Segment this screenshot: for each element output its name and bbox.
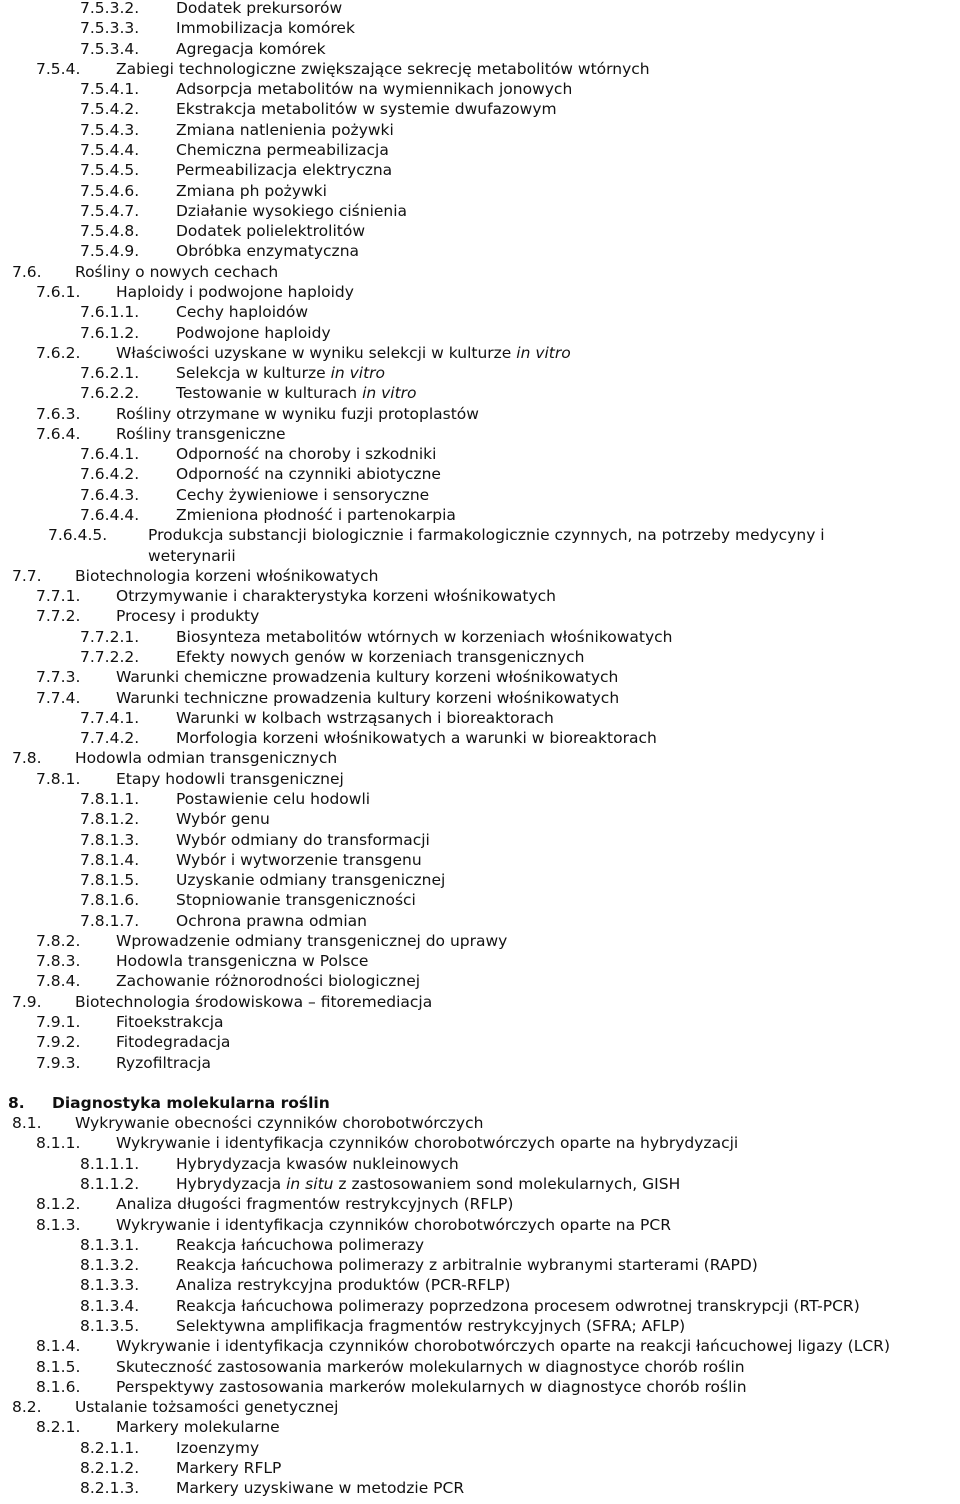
toc-title-text: Reakcja łańcuchowa polimerazy poprzedzona procesem odwrotnej transkrypcji (RT-PCR) bbox=[176, 1296, 860, 1315]
toc-entry-title bbox=[116, 931, 507, 951]
toc-title-text: Rośliny o nowych cechach bbox=[75, 262, 279, 281]
toc-entry-number: 7.6.1. bbox=[36, 282, 81, 301]
toc-title-text: Markery RFLP bbox=[176, 1458, 282, 1477]
toc-title-text: Hodowla odmian transgenicznych bbox=[75, 749, 338, 768]
toc-title-text: Rośliny otrzymane w wyniku fuzji protoplastów bbox=[116, 404, 479, 423]
toc-title-text: Hybrydyzacja bbox=[176, 1175, 287, 1193]
toc-title-text: Wykrywanie i identyfikacja czynników chorobotwórczych oparte na hybrydyzacji bbox=[116, 1134, 739, 1153]
toc-entry-number: 7.5.4. bbox=[36, 59, 81, 78]
toc-entry-number: 8.1.3.4. bbox=[80, 1296, 140, 1315]
toc-title-text: Markery uzyskiwane w metodzie PCR bbox=[176, 1479, 465, 1498]
toc-entry-title bbox=[116, 1012, 224, 1032]
toc-title-italic: in vitro bbox=[516, 343, 571, 362]
toc-entry-number: 7.7.1. bbox=[36, 587, 81, 606]
toc-entry-title bbox=[75, 262, 278, 282]
toc-entry-number: 7.5.3.3. bbox=[80, 19, 140, 38]
toc-entry-title bbox=[116, 1417, 280, 1437]
toc-title-text: Uzyskanie odmiany transgenicznej bbox=[176, 871, 446, 889]
toc-title-text: Reakcja łańcuchowa polimerazy bbox=[176, 1235, 425, 1254]
toc-entry-title bbox=[176, 241, 359, 261]
toc-entry-title bbox=[148, 546, 236, 566]
toc-entry-number: 7.5.4.6. bbox=[80, 181, 140, 200]
toc-entry-title bbox=[116, 1215, 671, 1235]
toc-entry-number: 7.9. bbox=[12, 992, 42, 1011]
toc-entry-title bbox=[116, 667, 618, 687]
toc-entry-title bbox=[176, 708, 554, 728]
toc-entry-title bbox=[176, 870, 445, 890]
toc-entry-number: 8.1.3. bbox=[36, 1215, 81, 1234]
toc-entry-title bbox=[176, 1174, 680, 1194]
toc-entry-title bbox=[52, 1093, 330, 1113]
toc-entry-title bbox=[75, 748, 337, 768]
toc-entry-title bbox=[75, 1113, 483, 1133]
toc-entry-number: 7.8.1.3. bbox=[80, 830, 140, 849]
toc-title-italic: in vitro bbox=[362, 384, 417, 403]
toc-title-text: Ochrona prawna odmian bbox=[176, 911, 367, 930]
toc-entry-number: 7.9.1. bbox=[36, 1013, 81, 1031]
toc-title-text: Cechy haploidów bbox=[176, 303, 309, 322]
toc-title-text: Postawienie celu hodowli bbox=[176, 789, 371, 808]
toc-entry-title bbox=[116, 59, 650, 79]
toc-entry-title bbox=[176, 1154, 459, 1174]
toc-entry-title bbox=[176, 850, 422, 870]
toc-entry-number: 8.2.1. bbox=[36, 1418, 81, 1437]
toc-entry-number: 7.5.4.1. bbox=[80, 80, 140, 99]
toc-entry-number: 8.1.3.5. bbox=[80, 1316, 140, 1335]
toc-entry-number: 7.6.4. bbox=[36, 424, 81, 443]
toc-entry-number: 8.1.2. bbox=[36, 1195, 81, 1214]
toc-title-text: Skuteczność zastosowania markerów molekularnych w diagnostyce chorób roślin bbox=[116, 1357, 745, 1376]
toc-title-text: Właściwości uzyskane w wyniku selekcji w kulturze bbox=[116, 343, 517, 362]
toc-entry-title bbox=[176, 120, 394, 140]
toc-entry-number: 7.6.1.2. bbox=[80, 323, 140, 342]
toc-entry-number: 7.7.4.1. bbox=[80, 708, 140, 727]
toc-entry-title bbox=[176, 1235, 424, 1255]
toc-entry-number: 7.9.3. bbox=[36, 1053, 81, 1072]
toc-entry-title bbox=[116, 971, 420, 991]
toc-entry-title bbox=[176, 221, 365, 241]
toc-entry-title bbox=[116, 1032, 230, 1052]
toc-title-text: Cechy żywieniowe i sensoryczne bbox=[176, 485, 430, 504]
toc-title-text: Dodatek polielektrolitów bbox=[176, 222, 366, 241]
toc-entry-title bbox=[176, 444, 436, 464]
toc-title-text: Adsorpcja metabolitów na wymiennikach jonowych bbox=[176, 80, 573, 99]
toc-entry-number: 8.1.6. bbox=[36, 1377, 81, 1396]
toc-entry-title bbox=[176, 1316, 685, 1336]
toc-title-text: Wykrywanie i identyfikacja czynników chorobotwórczych oparte na PCR bbox=[116, 1215, 671, 1234]
toc-title-text: Etapy hodowli transgenicznej bbox=[116, 769, 344, 788]
toc-title-text: Fitoekstrakcja bbox=[116, 1013, 224, 1031]
toc-title-text: Obróbka enzymatyczna bbox=[176, 242, 360, 261]
toc-title-text: Biotechnologia środowiskowa – fitoremediacja bbox=[75, 992, 433, 1011]
toc-entry-title bbox=[116, 343, 571, 363]
toc-entry-number: 7.5.4.3. bbox=[80, 120, 140, 139]
toc-entry-number: 7.6.2. bbox=[36, 343, 81, 362]
toc-entry-number: 7.6. bbox=[12, 262, 42, 281]
toc-title-text: Stopniowanie transgeniczności bbox=[176, 891, 416, 910]
toc-title-text: Warunki chemiczne prowadzenia kultury korzeni włośnikowatych bbox=[116, 668, 619, 687]
toc-entry-title bbox=[176, 140, 389, 160]
toc-entry-number: 7.7.2. bbox=[36, 607, 81, 626]
toc-title-text: Ekstrakcja metabolitów w systemie dwufazowym bbox=[176, 100, 557, 119]
toc-entry-title bbox=[176, 647, 584, 667]
toc-entry-title bbox=[116, 1133, 738, 1153]
toc-title-text: Zabiegi technologiczne zwiększające sekrecję metabolitów wtórnych bbox=[116, 59, 650, 78]
toc-title-text: weterynarii bbox=[148, 546, 236, 565]
toc-entry-number: 7.9.2. bbox=[36, 1033, 81, 1052]
toc-title-text: Zmiana natlenienia pożywki bbox=[176, 120, 394, 139]
toc-entry-number: 8.1.1.2. bbox=[80, 1175, 140, 1193]
toc-entry-number: 7.7.4. bbox=[36, 688, 81, 707]
toc-title-text: Wybór genu bbox=[176, 810, 270, 829]
toc-entry-number: 8.1.5. bbox=[36, 1357, 81, 1376]
toc-entry-number: 7.6.3. bbox=[36, 404, 81, 423]
toc-entry-number: 7.8.3. bbox=[36, 952, 81, 971]
toc-title-text: Perspektywy zastosowania markerów molekularnych w diagnostyce chorób roślin bbox=[116, 1377, 747, 1396]
toc-entry-number: 7.5.3.2. bbox=[80, 0, 140, 17]
toc-title-text: Hybrydyzacja kwasów nukleinowych bbox=[176, 1154, 459, 1173]
toc-title-text: Diagnostyka molekularna roślin bbox=[52, 1093, 330, 1112]
toc-entry-number: 7.5.4.8. bbox=[80, 222, 140, 241]
toc-title-text: Selektywna amplifikacja fragmentów restrykcyjnych (SFRA; AFLP) bbox=[176, 1316, 686, 1335]
toc-entry-title bbox=[116, 1194, 513, 1214]
toc-entry-title bbox=[176, 789, 370, 809]
toc-entry-title bbox=[176, 39, 326, 59]
toc-entry-title bbox=[116, 951, 368, 971]
toc-title-text: Podwojone haploidy bbox=[176, 323, 331, 342]
toc-entry-number: 7.5.3.4. bbox=[80, 39, 140, 58]
toc-entry-number: 8.1.1.1. bbox=[80, 1154, 140, 1173]
toc-entry-number: 7.6.4.5. bbox=[48, 526, 108, 545]
toc-entry-number: 8.1.4. bbox=[36, 1337, 81, 1356]
toc-title-text: Fitodegradacja bbox=[116, 1033, 231, 1052]
toc-title-text: Zachowanie różnorodności biologicznej bbox=[116, 972, 421, 991]
toc-title-text: Reakcja łańcuchowa polimerazy z arbitralnie wybranymi starterami (RAPD) bbox=[176, 1256, 758, 1275]
toc-entry-title bbox=[116, 769, 344, 789]
toc-entry-number: 7.7. bbox=[12, 566, 42, 585]
toc-title-text: Izoenzymy bbox=[176, 1438, 260, 1457]
toc-entry-number: 7.8.1.1. bbox=[80, 789, 140, 808]
toc-title-text: Hodowla transgeniczna w Polsce bbox=[116, 952, 369, 971]
toc-entry-title bbox=[116, 1357, 745, 1377]
toc-title-text: Morfologia korzeni włośnikowatych a warunki w bioreaktorach bbox=[176, 729, 657, 748]
toc-entry-title bbox=[176, 627, 673, 647]
toc-entry-title bbox=[75, 992, 432, 1012]
toc-title-text: Produkcja substancji biologicznie i farmakologicznie czynnych, na potrzeby medycyny i bbox=[148, 526, 825, 545]
toc-entry-title bbox=[176, 181, 327, 201]
toc-title-text: Chemiczna permeabilizacja bbox=[176, 141, 389, 159]
toc-entry-number: 7.8.1.5. bbox=[80, 871, 140, 889]
toc-entry-title bbox=[176, 383, 417, 403]
toc-entry-title bbox=[176, 1438, 259, 1458]
toc-title-text: Selekcja w kulturze bbox=[176, 364, 331, 382]
toc-entry-number: 7.6.2.1. bbox=[80, 364, 140, 382]
toc-entry-title bbox=[176, 505, 456, 525]
toc-entry-number: 7.8. bbox=[12, 749, 42, 768]
toc-title-text: Testowanie w kulturach bbox=[176, 384, 363, 403]
toc-entry-title bbox=[116, 282, 354, 302]
toc-entry-title bbox=[176, 1458, 281, 1478]
toc-entry-number: 7.7.4.2. bbox=[80, 729, 140, 748]
toc-entry-number: 8.1.1. bbox=[36, 1134, 81, 1153]
toc-entry-number: 7.6.4.3. bbox=[80, 485, 140, 504]
toc-entry-title bbox=[116, 1336, 890, 1356]
toc-title-text: Wykrywanie i identyfikacja czynników chorobotwórczych oparte na reakcji łańcuchowej ligazy (LCR) bbox=[116, 1337, 891, 1356]
toc-entry-title bbox=[176, 99, 557, 119]
toc-title-text: Immobilizacja komórek bbox=[176, 19, 355, 38]
toc-title-italic: in situ bbox=[286, 1175, 334, 1193]
toc-title-text: Rośliny transgeniczne bbox=[116, 424, 286, 443]
toc-title-text: Dodatek prekursorów bbox=[176, 0, 343, 17]
toc-title-text: Odporność na choroby i szkodniki bbox=[176, 445, 437, 464]
toc-entry-number: 7.6.2.2. bbox=[80, 384, 140, 403]
toc-entry-title bbox=[176, 809, 270, 829]
toc-title-text: Biosynteza metabolitów wtórnych w korzeniach włośnikowatych bbox=[176, 627, 673, 646]
toc-entry-title bbox=[176, 0, 342, 18]
toc-title-text: Odporność na czynniki abiotyczne bbox=[176, 465, 441, 484]
toc-entry-number: 7.6.4.1. bbox=[80, 445, 140, 464]
toc-entry-title bbox=[176, 1296, 860, 1316]
toc-title-text: Ryzofiltracja bbox=[116, 1053, 212, 1072]
toc-entry-title bbox=[148, 525, 825, 545]
toc-title-text: Permeabilizacja elektryczna bbox=[176, 161, 393, 180]
toc-entry-title bbox=[116, 424, 286, 444]
toc-title-text: Działanie wysokiego ciśnienia bbox=[176, 201, 408, 220]
toc-title-text: Haploidy i podwojone haploidy bbox=[116, 282, 354, 301]
toc-entry-title bbox=[75, 566, 379, 586]
toc-title-text: Warunki techniczne prowadzenia kultury korzeni włośnikowatych bbox=[116, 688, 620, 707]
toc-entry-title bbox=[176, 728, 657, 748]
toc-entry-number: 8.1. bbox=[12, 1114, 42, 1133]
toc-entry-number: 7.5.4.7. bbox=[80, 201, 140, 220]
toc-entry-number: 8.1.3.1. bbox=[80, 1235, 140, 1254]
toc-entry-number: 7.8.1. bbox=[36, 769, 81, 788]
toc-title-text: Ustalanie tożsamości genetycznej bbox=[75, 1398, 339, 1416]
toc-entry-title bbox=[176, 18, 355, 38]
toc-entry-title bbox=[176, 79, 572, 99]
toc-entry-number: 7.5.4.9. bbox=[80, 242, 140, 261]
toc-title-text: Zmieniona płodność i partenokarpia bbox=[176, 506, 456, 524]
toc-entry-number: 7.8.2. bbox=[36, 931, 81, 950]
toc-entry-title bbox=[176, 1478, 464, 1498]
toc-entry-number: 7.8.1.2. bbox=[80, 810, 140, 829]
toc-entry-title bbox=[116, 1053, 211, 1073]
toc-entry-number: 7.8.4. bbox=[36, 972, 81, 991]
toc-title-text: Analiza długości fragmentów restrykcyjnych (RFLP) bbox=[116, 1195, 514, 1214]
toc-entry-number: 8.2.1.3. bbox=[80, 1479, 140, 1498]
toc-entry-number: 7.5.4.2. bbox=[80, 100, 140, 119]
toc-entry-number: 8.1.3.2. bbox=[80, 1256, 140, 1275]
toc-title-text: Procesy i produkty bbox=[116, 607, 260, 626]
toc-entry-number: 7.6.4.4. bbox=[80, 506, 140, 524]
toc-entry-number: 8.2.1.1. bbox=[80, 1438, 140, 1457]
toc-entry-title bbox=[176, 464, 441, 484]
toc-entry-title bbox=[75, 1397, 338, 1417]
toc-title-text: Agregacja komórek bbox=[176, 39, 326, 58]
toc-entry-title bbox=[176, 363, 385, 383]
toc-entry-number: 8.2.1.2. bbox=[80, 1458, 140, 1477]
toc-entry-title bbox=[176, 830, 430, 850]
toc-entry-title bbox=[116, 586, 556, 606]
toc-entry-title bbox=[116, 1377, 747, 1397]
toc-entry-number: 7.6.1.1. bbox=[80, 303, 140, 322]
toc-entry-number: 7.8.1.4. bbox=[80, 850, 140, 869]
toc-entry-title bbox=[116, 688, 619, 708]
toc-entry-title bbox=[116, 404, 479, 424]
toc-entry-number: 7.7.2.1. bbox=[80, 627, 140, 646]
toc-entry-number: 8. bbox=[8, 1093, 25, 1112]
toc-entry-title bbox=[176, 201, 407, 221]
toc-entry-title bbox=[176, 911, 367, 931]
toc-entry-title bbox=[176, 485, 429, 505]
toc-entry-title bbox=[176, 302, 308, 322]
toc-title-text: z zastosowaniem sond molekularnych, GISH bbox=[333, 1175, 681, 1193]
toc-entry-title bbox=[176, 1275, 510, 1295]
toc-entry-number: 7.7.3. bbox=[36, 668, 81, 687]
toc-entry-title bbox=[176, 1255, 758, 1275]
toc-entry-title bbox=[176, 323, 331, 343]
toc-title-text: Warunki w kolbach wstrząsanych i bioreaktorach bbox=[176, 708, 554, 727]
toc-title-text: Wprowadzenie odmiany transgenicznej do uprawy bbox=[116, 931, 508, 950]
toc-title-text: Otrzymywanie i charakterystyka korzeni włośnikowatych bbox=[116, 587, 556, 606]
toc-title-text: Markery molekularne bbox=[116, 1418, 280, 1437]
toc-title-italic: in vitro bbox=[330, 364, 386, 382]
toc-entry-number: 8.2. bbox=[12, 1398, 42, 1416]
toc-title-text: Analiza restrykcyjna produktów (PCR-RFLP) bbox=[176, 1276, 511, 1295]
toc-title-text: Wybór odmiany do transformacji bbox=[176, 830, 430, 849]
toc-entry-number: 7.7.2.2. bbox=[80, 648, 140, 666]
toc-title-text: Wykrywanie obecności czynników chorobotwórczych bbox=[75, 1114, 484, 1133]
toc-title-text: Efekty nowych genów w korzeniach transgenicznych bbox=[176, 648, 585, 666]
toc-title-text: Biotechnologia korzeni włośnikowatych bbox=[75, 566, 379, 585]
toc-entry-title bbox=[176, 160, 392, 180]
toc-entry-number: 7.5.4.4. bbox=[80, 141, 140, 159]
toc-title-text: Wybór i wytworzenie transgenu bbox=[176, 850, 422, 869]
toc-entry-number: 7.6.4.2. bbox=[80, 465, 140, 484]
toc-entry-number: 7.8.1.6. bbox=[80, 891, 140, 910]
toc-entry-number: 7.8.1.7. bbox=[80, 911, 140, 930]
toc-entry-title bbox=[116, 606, 259, 626]
toc-entry-number: 7.5.4.5. bbox=[80, 161, 140, 180]
toc-title-text: Zmiana ph pożywki bbox=[176, 181, 327, 200]
toc-entry-title bbox=[176, 890, 416, 910]
toc-entry-number: 8.1.3.3. bbox=[80, 1276, 140, 1295]
